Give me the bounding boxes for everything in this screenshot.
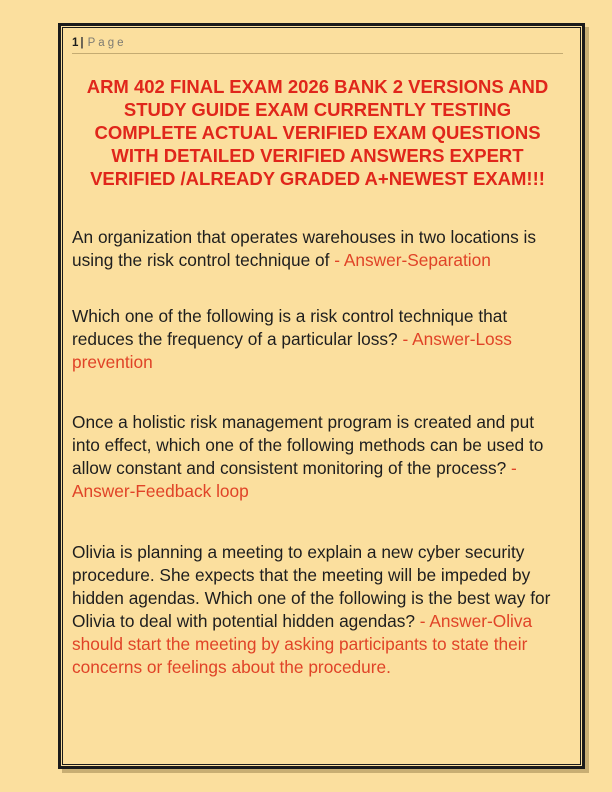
answer-text: - Answer-Oliva should start the meeting by asking participants to state their concerns or feelings about the procedure. — [72, 611, 533, 677]
question-answer-2 — [72, 305, 562, 374]
title-line-4: WITH DETAILED VERIFIED ANSWERS EXPERT — [111, 145, 524, 166]
header-page-label: Page — [87, 37, 127, 49]
question-text: Olivia is planning a meeting to explain a new cyber security procedure. She expects that the meeting will be impeded by hidden agendas. Which one of the following is the best way for Olivia to deal with potential hidden agendas? — [72, 542, 551, 631]
question-answer-3 — [72, 411, 562, 503]
answer-text: - Answer-Separation — [334, 250, 491, 270]
question-text: Once a holistic risk management program is created and put into effect, which one of the following methods can be used to allow constant and consistent monitoring of the process? — [72, 412, 544, 478]
answer-text: - Answer-Feedback loop — [72, 458, 517, 501]
header-separator: | — [80, 37, 84, 49]
title-line-3: COMPLETE ACTUAL VERIFIED EXAM QUESTIONS — [94, 122, 541, 143]
document-title — [72, 75, 563, 190]
title-line-1: ARM 402 FINAL EXAM 2026 BANK 2 VERSIONS AND — [86, 76, 549, 97]
title-line-5: VERIFIED /ALREADY GRADED A+NEWEST EXAM!!! — [90, 168, 545, 189]
page-border — [58, 23, 585, 769]
question-answer-4 — [72, 541, 562, 679]
page-number: 1 — [72, 37, 79, 49]
question-answer-1 — [72, 226, 562, 272]
question-text: Which one of the following is a risk control technique that reduces the frequency of a particular loss? — [72, 306, 508, 349]
answer-text: - Answer-Loss prevention — [72, 329, 512, 372]
page-content — [63, 28, 580, 764]
page-header — [72, 37, 563, 54]
title-line-2: STUDY GUIDE EXAM CURRENTLY TESTING — [123, 99, 512, 120]
question-text: An organization that operates warehouses in two locations is using the risk control technique of — [72, 227, 536, 270]
